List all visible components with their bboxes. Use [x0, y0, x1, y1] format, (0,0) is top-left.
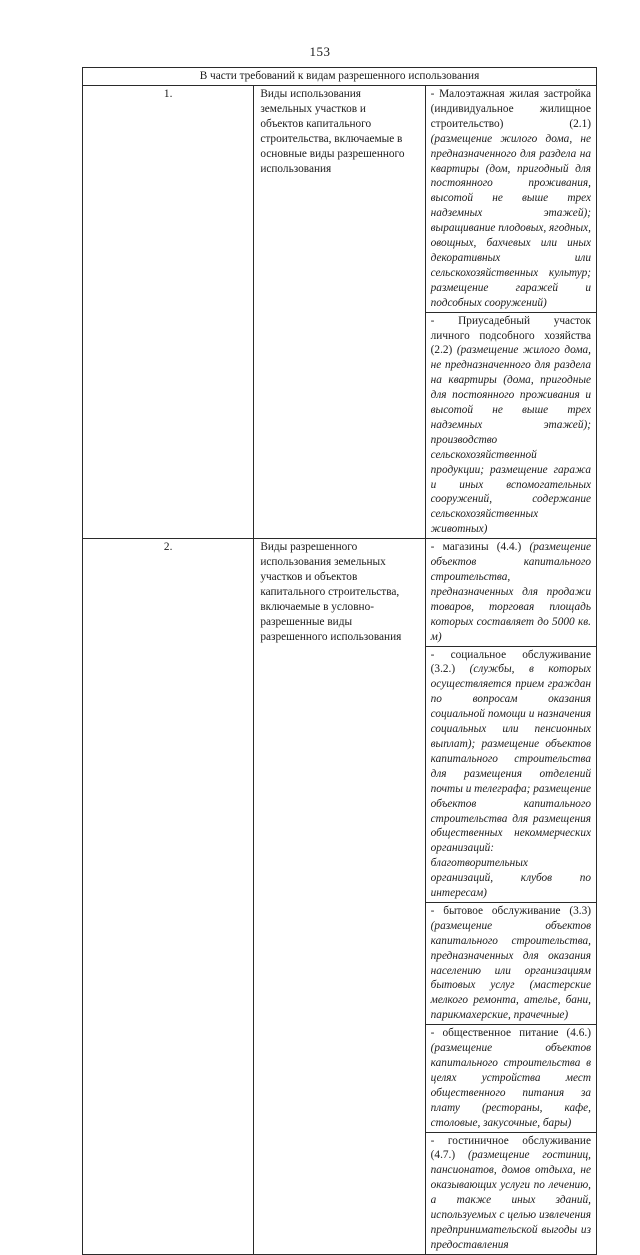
use-name: - Малоэтажная жилая застройка (индивидуальное жилищное строительство) (2.1) — [430, 88, 591, 130]
use-entry — [426, 539, 596, 646]
use-name: - гостиничное обслуживание (4.7.) — [430, 1134, 591, 1162]
use-description: (размещение объектов капитального строительства, предназначенных для оказания населению или организациям бытовых услуг (мастерские мелкого ремонта, ателье, бани, парикмахерские, прачечные) — [430, 919, 591, 1022]
category-line: разрешенного использования — [260, 630, 402, 643]
table-row — [83, 86, 597, 539]
category-line: основные виды разрешенного — [260, 147, 405, 160]
use-entry — [426, 313, 596, 539]
category-line: объектов капитального — [260, 117, 372, 130]
use-name: - социальное обслуживание (3.2.) — [430, 648, 591, 676]
category-line: Виды разрешенного — [260, 541, 358, 554]
use-entry — [426, 86, 596, 313]
use-description: (размещение объектов капитального строительства в целях устройства мест общественного питания за плату (рестораны, кафе, столовые, закусочные, бары) — [430, 1042, 591, 1129]
use-description: (размещение жилого дома, не предназначенного для раздела на квартиры (дом, пригодный для постоянного проживания, высотой не выше трех надземных этажей); выращивание плодовых, ягодных, овощных, бахчевых или иных декоративных или сельскохозяйственных культур; размещение гаражей и подсобных сооружений) — [430, 132, 592, 309]
row-category — [254, 539, 425, 1255]
category-line: земельных участков и — [260, 102, 366, 115]
category-line: разрешенные виды — [260, 615, 353, 628]
row-category — [254, 86, 425, 539]
use-description: (размещение гостиниц, пансионатов, домов отдыха, не оказывающих услуги по лечению, а также иных зданий, используемых с целью извлечения предпринимательской выгоды из предоставления — [430, 1149, 591, 1251]
use-description: (службы, в которых осуществляется прием граждан по вопросам оказания социальной помощи и назначения социальных или пенсионных выплат); размещение объектов капитального строительства для размещения отделений почты и телеграфа; размещение объектов капитального строительства для размещения общественных некоммерческих организаций: благотворительных организаций, клубов по интересам) — [430, 663, 591, 900]
category-line: капитального строительства, — [260, 585, 400, 598]
use-description: (размещение жилого дома, не предназначенного для раздела на квартиры (дома, пригодные для постоянного проживания и высотой не выше трех надземных этажей); производство сельскохозяйственной продукции; размещение гаража и иных вспомогательных сооружений, содержание сельскохозяйственных животных) — [430, 344, 592, 536]
category-line: Виды использования — [260, 88, 361, 100]
category-line: использования — [260, 162, 332, 175]
table-row — [83, 539, 597, 1255]
row-uses — [425, 86, 596, 539]
use-name: - Приусадебный участок личного подсобного хозяйства (2.2) — [430, 314, 591, 357]
row-uses — [425, 539, 596, 1255]
use-entry — [426, 1025, 596, 1132]
use-name: - магазины (4.4.) — [430, 541, 522, 554]
category-line: включаемые в условно- — [260, 600, 374, 613]
use-name: - общественное питание (4.6.) — [430, 1027, 591, 1040]
category-line: участков и объектов — [260, 571, 358, 583]
use-entry — [426, 1133, 596, 1254]
use-name: - бытовое обслуживание (3.3) — [430, 904, 591, 917]
row-number: 1. — [83, 86, 254, 539]
row-number: 2. — [83, 539, 254, 1255]
use-entry — [426, 903, 596, 1025]
category-line: строительства, включаемые в — [260, 132, 403, 145]
use-entry — [426, 647, 596, 903]
permitted-use-table — [82, 67, 597, 1255]
category-line: использования земельных — [260, 556, 386, 569]
use-description: (размещение объектов капитального строительства, предназначенных для продажи товаров, торговая площадь которых составляет до 5000 кв. м) — [430, 541, 591, 643]
table-header: В части требований к видам разрешенного использования — [83, 68, 597, 86]
page-number: 153 — [309, 44, 331, 59]
